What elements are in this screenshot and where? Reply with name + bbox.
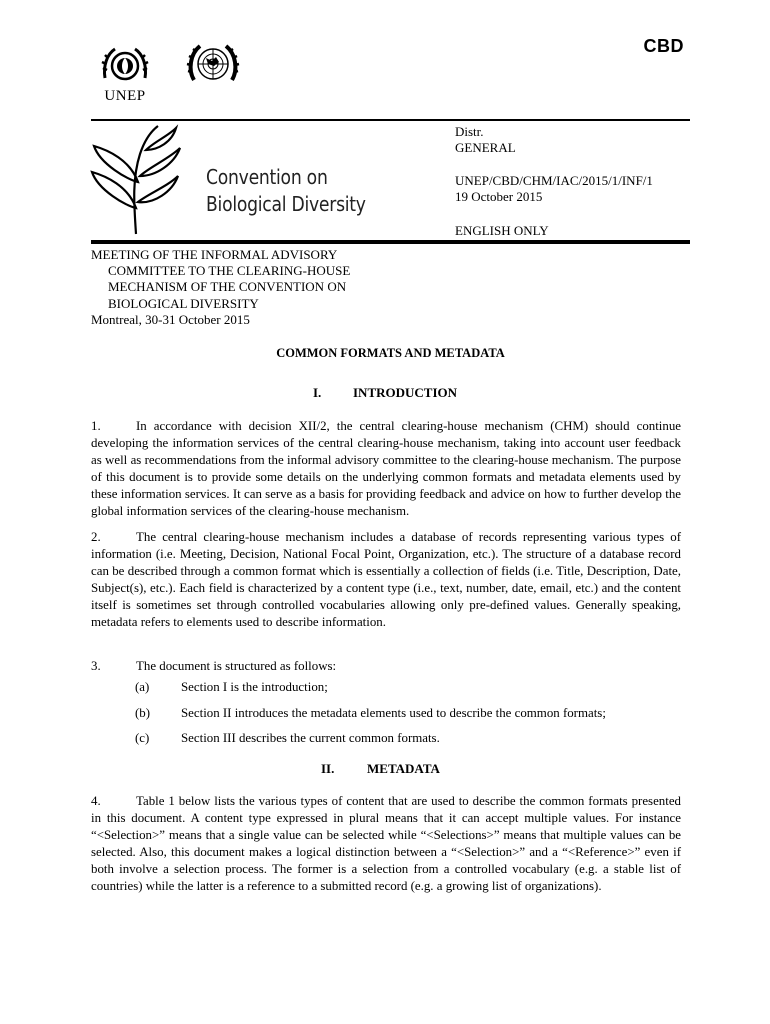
plant-icon xyxy=(88,124,184,236)
header-rule-top xyxy=(91,119,690,121)
unep-label: UNEP xyxy=(104,88,146,104)
section-heading: INTRODUCTION xyxy=(353,385,458,400)
meeting-line: MECHANISM OF THE CONVENTION ON xyxy=(108,279,347,295)
document-symbol: UNEP/CBD/CHM/IAC/2015/1/INF/1 xyxy=(455,173,653,188)
meeting-line: COMMITTEE TO THE CLEARING-HOUSE xyxy=(108,263,351,279)
meeting-place-date: Montreal, 30-31 October 2015 xyxy=(91,311,250,327)
distr-label: Distr. xyxy=(455,124,484,139)
cbd-mark: CBD xyxy=(643,36,684,56)
paragraph-number: 3. xyxy=(91,659,101,673)
paragraph-text: The central clearing-house mechanism includes a database of records representing various types of information (i.e. Meeting, Decision, National Focal Point, Organization, etc.). The structure of a database record can be described through a common format which is essentially a collection of fields (i.e. Title, Description, Date, Subject(s), etc.). Each field is characterized by a content type (i.e., text, number, date, email, etc.) and the content itself is sometimes set through controlled vocabularies allowing only pre-defined values. Generally speaking, metadata refers to elements used to describe information. xyxy=(91,530,681,629)
convention-title-line2: Biological Diversity xyxy=(206,192,366,216)
distr-value: GENERAL xyxy=(455,140,516,155)
paragraph-number: 4. xyxy=(91,794,101,808)
header-rule-bottom xyxy=(91,240,690,244)
paragraph xyxy=(91,793,681,894)
paragraph-text: The document is structured as follows: xyxy=(136,659,337,673)
document-symbol-block xyxy=(455,173,653,205)
document-title: COMMON FORMATS AND METADATA xyxy=(276,346,505,360)
paragraph-number: 1. xyxy=(91,419,101,433)
list-item xyxy=(135,705,606,721)
paragraph-text: Table 1 below lists the various types of content that are used to describe the common formats presented in this document. A content type expressed in plural means that it can accept multiple values. For instance “<Selection>” means that a single value can be selected while “<Selections>” means that multiple values can be selected. Also, this document makes a logical distinction between a “<Selection>” and a “<Reference>” even if both involve a selection process. The former is a selection from a controlled vocabulary (e.g. a stable list of countries) while the latter is a reference to a submitted record (e.g. a growing list of organizations). xyxy=(91,794,681,893)
section-heading: METADATA xyxy=(367,761,440,776)
paragraph-text: In accordance with decision XII/2, the central clearing-house mechanism (CHM) should continue developing the information services of the central clearing-house mechanism, taking into account user feedback as well as recommendations from the informal advisory committee to the clearing-house mechanism. The purpose of this document is to provide some details on the underlying common formats and metadata elements used by these information services. It can serve as a basis for providing feedback and advice on how to further develop the global information services of the clearing-house mechanism. xyxy=(91,419,681,518)
un-emblem xyxy=(184,40,242,95)
list-item-label: (a) xyxy=(135,680,150,694)
meeting-line: MEETING OF THE INFORMAL ADVISORY xyxy=(91,247,338,262)
list-item-label: (b) xyxy=(135,706,151,720)
section-number: I. xyxy=(313,385,322,400)
section-number: II. xyxy=(321,761,335,776)
unep-logo xyxy=(95,44,155,104)
convention-title xyxy=(206,164,366,218)
list-item xyxy=(135,679,328,695)
paragraph xyxy=(91,658,681,675)
list-item-label: (c) xyxy=(135,731,150,745)
list-item-text: Section I is the introduction; xyxy=(181,680,328,694)
paragraph xyxy=(91,418,681,519)
unep-emblem-icon xyxy=(95,44,155,88)
paragraph-number: 2. xyxy=(91,530,101,544)
meeting-block xyxy=(91,247,451,328)
cbd-plant-logo xyxy=(88,124,184,241)
list-item xyxy=(135,730,440,746)
un-emblem-icon xyxy=(184,40,242,90)
list-item-text: Section III describes the current common formats. xyxy=(181,731,440,745)
document-date: 19 October 2015 xyxy=(455,189,543,204)
language-note: ENGLISH ONLY xyxy=(455,223,549,238)
distribution-block xyxy=(455,124,516,156)
convention-title-line1: Convention on xyxy=(206,165,328,189)
paragraph xyxy=(91,529,681,630)
meeting-line: BIOLOGICAL DIVERSITY xyxy=(108,295,259,311)
list-item-text: Section II introduces the metadata elements used to describe the common formats; xyxy=(181,706,606,720)
